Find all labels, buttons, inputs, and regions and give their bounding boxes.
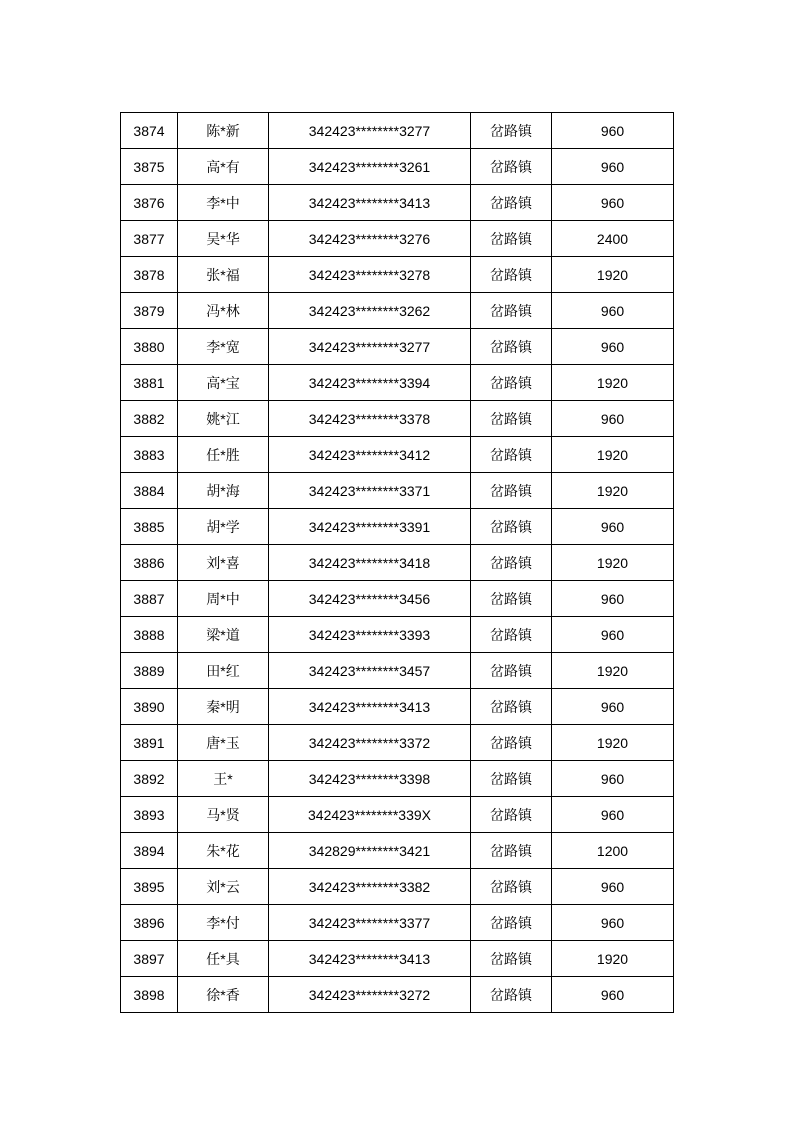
table-row: [121, 689, 674, 725]
cell-serial: 3894: [121, 833, 178, 869]
cell-amount: 1200: [552, 833, 674, 869]
cell-serial: 3887: [121, 581, 178, 617]
cell-id_number: 342423********3393: [269, 617, 471, 653]
cell-id_number: 342423********3456: [269, 581, 471, 617]
cell-amount: 960: [552, 401, 674, 437]
cell-id_number: 342423********3278: [269, 257, 471, 293]
cell-town: 岔路镇: [471, 869, 552, 905]
cell-amount: 1920: [552, 941, 674, 977]
cell-id_number: 342423********3394: [269, 365, 471, 401]
cell-town: 岔路镇: [471, 329, 552, 365]
table-row: [121, 473, 674, 509]
cell-name: 陈*新: [178, 113, 269, 149]
cell-serial: 3882: [121, 401, 178, 437]
cell-amount: 960: [552, 329, 674, 365]
cell-town: 岔路镇: [471, 797, 552, 833]
cell-town: 岔路镇: [471, 473, 552, 509]
cell-name: 冯*林: [178, 293, 269, 329]
cell-amount: 1920: [552, 473, 674, 509]
cell-amount: 1920: [552, 257, 674, 293]
table-row: [121, 581, 674, 617]
cell-serial: 3883: [121, 437, 178, 473]
cell-serial: 3879: [121, 293, 178, 329]
cell-amount: 960: [552, 977, 674, 1013]
cell-name: 李*付: [178, 905, 269, 941]
cell-name: 胡*海: [178, 473, 269, 509]
cell-town: 岔路镇: [471, 725, 552, 761]
table-row: [121, 941, 674, 977]
cell-town: 岔路镇: [471, 941, 552, 977]
cell-name: 姚*江: [178, 401, 269, 437]
cell-id_number: 342423********3371: [269, 473, 471, 509]
cell-town: 岔路镇: [471, 401, 552, 437]
cell-id_number: 342423********3277: [269, 329, 471, 365]
cell-id_number: 342829********3421: [269, 833, 471, 869]
cell-serial: 3897: [121, 941, 178, 977]
cell-name: 高*有: [178, 149, 269, 185]
cell-amount: 960: [552, 689, 674, 725]
cell-name: 高*宝: [178, 365, 269, 401]
cell-amount: 960: [552, 509, 674, 545]
cell-id_number: 342423********3372: [269, 725, 471, 761]
cell-id_number: 342423********3276: [269, 221, 471, 257]
cell-id_number: 342423********3391: [269, 509, 471, 545]
cell-name: 朱*花: [178, 833, 269, 869]
cell-amount: 960: [552, 761, 674, 797]
cell-serial: 3893: [121, 797, 178, 833]
cell-name: 梁*道: [178, 617, 269, 653]
table-row: [121, 725, 674, 761]
cell-amount: 1920: [552, 725, 674, 761]
cell-id_number: 342423********3261: [269, 149, 471, 185]
table-row: [121, 545, 674, 581]
cell-name: 秦*明: [178, 689, 269, 725]
table-body: [121, 113, 674, 1013]
table-row: [121, 509, 674, 545]
cell-id_number: 342423********3382: [269, 869, 471, 905]
beneficiary-table: [120, 112, 674, 1013]
cell-town: 岔路镇: [471, 365, 552, 401]
cell-id_number: 342423********3413: [269, 185, 471, 221]
cell-serial: 3874: [121, 113, 178, 149]
cell-amount: 1920: [552, 545, 674, 581]
cell-amount: 960: [552, 149, 674, 185]
table-row: [121, 833, 674, 869]
cell-id_number: 342423********3272: [269, 977, 471, 1013]
cell-town: 岔路镇: [471, 293, 552, 329]
cell-id_number: 342423********3277: [269, 113, 471, 149]
cell-name: 田*红: [178, 653, 269, 689]
cell-town: 岔路镇: [471, 149, 552, 185]
cell-town: 岔路镇: [471, 761, 552, 797]
cell-amount: 960: [552, 581, 674, 617]
cell-name: 刘*喜: [178, 545, 269, 581]
cell-serial: 3878: [121, 257, 178, 293]
cell-id_number: 342423********3398: [269, 761, 471, 797]
table-row: [121, 617, 674, 653]
cell-name: 吴*华: [178, 221, 269, 257]
cell-town: 岔路镇: [471, 185, 552, 221]
cell-town: 岔路镇: [471, 653, 552, 689]
cell-serial: 3896: [121, 905, 178, 941]
table-row: [121, 185, 674, 221]
cell-amount: 960: [552, 869, 674, 905]
cell-id_number: 342423********3262: [269, 293, 471, 329]
cell-amount: 1920: [552, 365, 674, 401]
table-row: [121, 977, 674, 1013]
cell-serial: 3886: [121, 545, 178, 581]
cell-town: 岔路镇: [471, 905, 552, 941]
cell-name: 任*胜: [178, 437, 269, 473]
cell-amount: 960: [552, 113, 674, 149]
cell-serial: 3892: [121, 761, 178, 797]
cell-serial: 3875: [121, 149, 178, 185]
cell-name: 李*宽: [178, 329, 269, 365]
cell-serial: 3876: [121, 185, 178, 221]
cell-amount: 960: [552, 617, 674, 653]
cell-serial: 3888: [121, 617, 178, 653]
cell-amount: 960: [552, 293, 674, 329]
table-row: [121, 401, 674, 437]
table-row: [121, 437, 674, 473]
cell-serial: 3890: [121, 689, 178, 725]
cell-name: 刘*云: [178, 869, 269, 905]
cell-id_number: 342423********3457: [269, 653, 471, 689]
cell-town: 岔路镇: [471, 437, 552, 473]
table-row: [121, 653, 674, 689]
cell-town: 岔路镇: [471, 257, 552, 293]
cell-id_number: 342423********3413: [269, 941, 471, 977]
cell-id_number: 342423********3418: [269, 545, 471, 581]
table-row: [121, 869, 674, 905]
cell-amount: 1920: [552, 437, 674, 473]
cell-id_number: 342423********3378: [269, 401, 471, 437]
cell-town: 岔路镇: [471, 833, 552, 869]
cell-serial: 3880: [121, 329, 178, 365]
table-row: [121, 797, 674, 833]
cell-name: 胡*学: [178, 509, 269, 545]
cell-id_number: 342423********3412: [269, 437, 471, 473]
cell-name: 李*中: [178, 185, 269, 221]
cell-amount: 960: [552, 905, 674, 941]
cell-name: 任*具: [178, 941, 269, 977]
cell-serial: 3884: [121, 473, 178, 509]
cell-serial: 3895: [121, 869, 178, 905]
table-row: [121, 113, 674, 149]
cell-name: 王*: [178, 761, 269, 797]
cell-amount: 1920: [552, 653, 674, 689]
cell-serial: 3877: [121, 221, 178, 257]
cell-name: 张*福: [178, 257, 269, 293]
cell-id_number: 342423********3413: [269, 689, 471, 725]
cell-town: 岔路镇: [471, 689, 552, 725]
cell-name: 唐*玉: [178, 725, 269, 761]
table-row: [121, 257, 674, 293]
cell-town: 岔路镇: [471, 977, 552, 1013]
table-row: [121, 905, 674, 941]
table-row: [121, 761, 674, 797]
cell-serial: 3889: [121, 653, 178, 689]
cell-serial: 3898: [121, 977, 178, 1013]
table-row: [121, 293, 674, 329]
cell-town: 岔路镇: [471, 581, 552, 617]
cell-town: 岔路镇: [471, 509, 552, 545]
cell-name: 马*贤: [178, 797, 269, 833]
cell-id_number: 342423********339X: [269, 797, 471, 833]
cell-town: 岔路镇: [471, 545, 552, 581]
cell-town: 岔路镇: [471, 617, 552, 653]
cell-name: 徐*香: [178, 977, 269, 1013]
table-row: [121, 149, 674, 185]
cell-serial: 3885: [121, 509, 178, 545]
cell-amount: 2400: [552, 221, 674, 257]
cell-name: 周*中: [178, 581, 269, 617]
table-row: [121, 329, 674, 365]
cell-id_number: 342423********3377: [269, 905, 471, 941]
cell-town: 岔路镇: [471, 113, 552, 149]
cell-amount: 960: [552, 185, 674, 221]
cell-amount: 960: [552, 797, 674, 833]
table-row: [121, 221, 674, 257]
cell-serial: 3891: [121, 725, 178, 761]
table-row: [121, 365, 674, 401]
cell-serial: 3881: [121, 365, 178, 401]
cell-town: 岔路镇: [471, 221, 552, 257]
